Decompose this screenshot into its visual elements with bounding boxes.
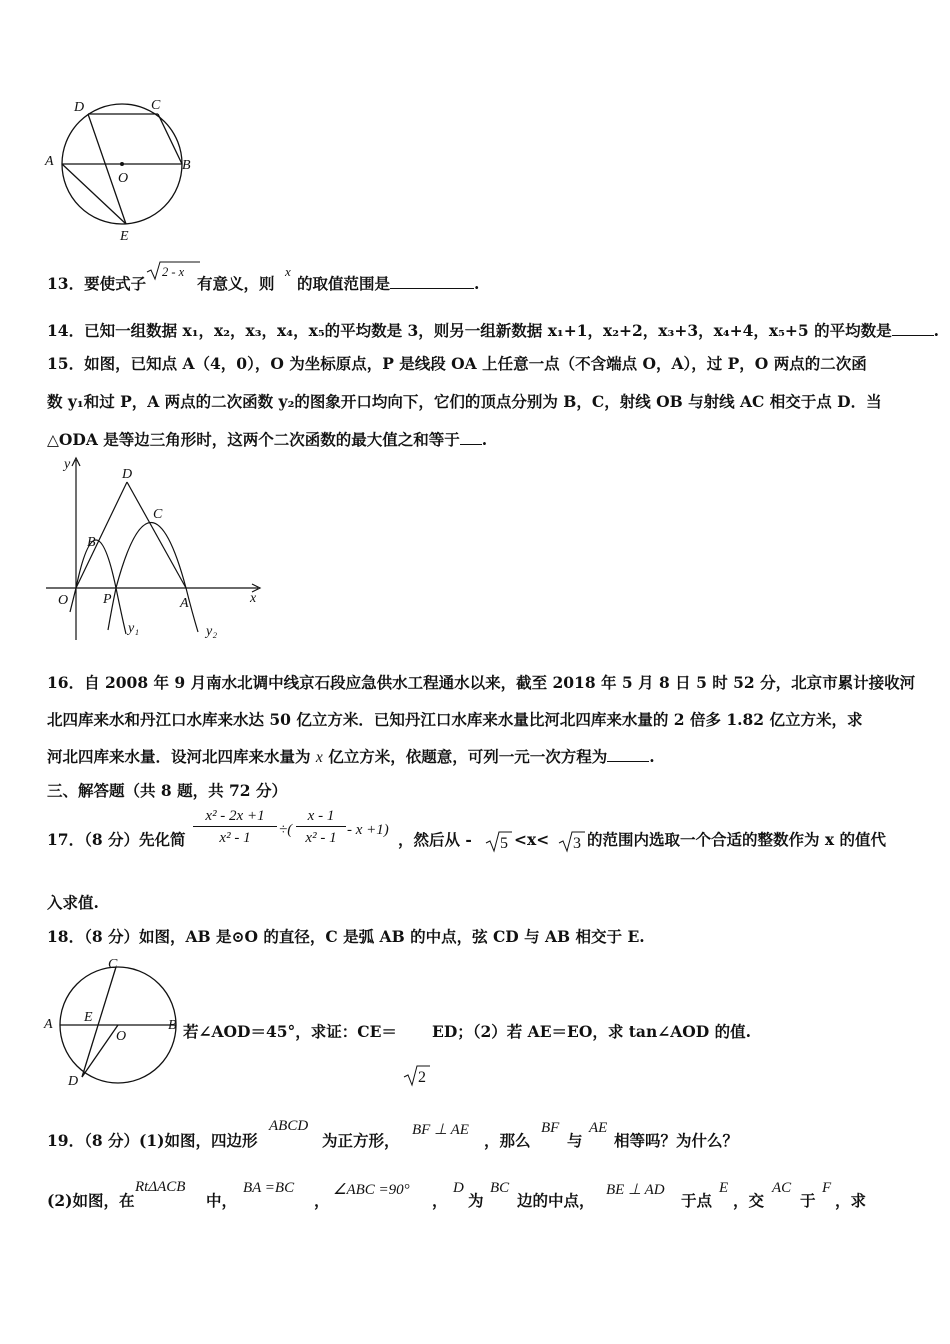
fig3-label-e: E (84, 1010, 93, 1025)
q19b-t1: 中， (206, 1191, 238, 1210)
q16-line-2: 北四库来水和丹江口水库来水达 50 亿立方米．已知丹江口水库来水量比河北四库来水量的 2 倍多 1.82 亿立方米，求 (47, 710, 863, 729)
fig2-label-c: C (153, 507, 163, 522)
fig1-label-c: C (151, 98, 161, 113)
q17-frac1-den: x² - 1 (219, 830, 251, 846)
q19-abcd: ABCD (269, 1118, 309, 1134)
q18-line-1: 18．（8 分）如图，AB 是⊙O 的直径，C 是弧 AB 的中点，弦 CD 与 AB 相交于 E. (47, 927, 645, 946)
q18-sqrt2 (402, 1062, 432, 1088)
figure-parabolas (40, 452, 280, 647)
q15-line-3 (47, 430, 487, 450)
q17-after: - x +1) (347, 822, 389, 838)
q19b-triangle: RtΔACB (135, 1179, 186, 1195)
q18-line-2: 若∠AOD＝45°，求证：CE＝ (183, 1022, 397, 1041)
question-13 (47, 274, 146, 294)
fig2-label-p: P (103, 592, 112, 607)
q17-fraction-1 (193, 806, 277, 849)
fig2-label-b: B (87, 535, 96, 550)
q15-answer-blank[interactable] (460, 430, 482, 445)
q17-tail: 的范围内选取一个合适的整数作为 x 的值代 (587, 830, 887, 849)
q19b-t6: 于点 (681, 1191, 713, 1210)
q19-t2: ，那么 (484, 1131, 531, 1150)
q16-var: x (315, 749, 323, 766)
q17-frac2-den: x² - 1 (305, 830, 337, 846)
fig1-label-b: B (182, 158, 191, 173)
q17-div: ÷( (279, 822, 293, 838)
q16-line-3 (47, 747, 655, 768)
fig3-label-b: B (168, 1018, 177, 1033)
figure-circle-2 (40, 955, 190, 1090)
q19b-t4: 为 (468, 1191, 484, 1210)
q19-ae: AE (589, 1120, 608, 1136)
q19-t4: 相等吗？为什么？ (614, 1131, 739, 1150)
q17-line-2: 入求值. (47, 893, 99, 912)
q17-sqrt5 (484, 828, 514, 854)
q13-tail-text: 的取值范围是 (297, 274, 391, 293)
q19b-d: D (453, 1180, 464, 1196)
q15-end: . (481, 430, 488, 449)
q19-t1: 为正方形， (322, 1131, 400, 1150)
q17-frac2-num: x - 1 (296, 806, 346, 827)
q16-line-1: 16．自 2008 年 9 月南水北调中线京石段应急供水工程通水以来，截至 2018 年 5 月 8 日 5 时 52 分，北京市累计接收河 (47, 673, 916, 692)
fig1-label-o: O (118, 171, 129, 186)
q13-mid (197, 274, 275, 294)
q14-text: 14．已知一组数据 x₁，x₂，x₃，x₄，x₅的平均数是 3，则另一组新数据 x₁+1，x₂+2，x₃+3，x₄+4，x₅+5 的平均数是 (47, 321, 892, 340)
q19b-f: F (822, 1180, 832, 1196)
q15-line3-text: △ODA 是等边三角形时，这两个二次函数的最大值之和等于 (47, 430, 460, 449)
q17-sqrt3 (557, 828, 587, 854)
fig1-label-e: E (120, 229, 129, 244)
q13-radicand: 2 - x (162, 265, 185, 279)
q13-tail (297, 274, 479, 294)
q19b-angle: ∠ABC =90° (333, 1182, 410, 1198)
q19b-t3: ， (432, 1191, 448, 1210)
q17-lead: 17．（8 分）先化简 (47, 830, 186, 849)
q16-line3a: 河北四库来水量．设河北四库来水量为 (47, 747, 311, 766)
q19-t3: 与 (567, 1131, 583, 1150)
fig3-label-c: C (108, 957, 118, 972)
q19b-t2: ， (314, 1191, 330, 1210)
q19b-t8: 于 (800, 1191, 816, 1210)
q19b-eq1: BA =BC (243, 1180, 295, 1196)
q13-number: 13． (47, 274, 85, 293)
q16-end: . (649, 747, 655, 766)
fig3-label-d: D (68, 1074, 79, 1089)
q17-lt: <x< (514, 830, 550, 849)
q19b-perp: BE ⊥ AD (606, 1182, 665, 1198)
q14-answer-blank[interactable] (892, 321, 934, 336)
figure-circle-1 (40, 92, 200, 247)
fig2-label-y1: y₁ (128, 621, 140, 636)
fig3-label-a: A (44, 1017, 53, 1032)
section-3-title: 三、解答题（共 8 题，共 72 分） (47, 781, 287, 800)
q13-sqrt (145, 258, 201, 282)
q19b-e: E (719, 1180, 729, 1196)
q17-frac1-num: x² - 2x +1 (193, 806, 277, 827)
q15-line-2: 数 y₁和过 P，A 两点的二次函数 y₂的图象开口均向下，它们的顶点分别为 B，C，射线 OB 与射线 AC 相交于点 D．当 (47, 392, 882, 411)
fig2-label-y: y (64, 457, 71, 472)
q19b-t9: ，求 (835, 1191, 867, 1210)
question-14 (47, 321, 939, 341)
fig2-label-o: O (58, 593, 69, 608)
q19b-ac: AC (772, 1180, 792, 1196)
fig1-label-d: D (74, 100, 85, 115)
fig3-label-o: O (116, 1029, 127, 1044)
q17-fraction-2 (296, 806, 346, 849)
fig2-label-x: x (250, 591, 257, 606)
q19b-t5: 边的中点， (517, 1191, 595, 1210)
fig1-label-a: A (45, 154, 54, 169)
q17-mid: ，然后从 - (398, 830, 472, 849)
q17-sqrt3-radicand: 3 (573, 835, 581, 852)
q19b-t7: ，交 (733, 1191, 765, 1210)
q19-bf-perp-ae: BF ⊥ AE (412, 1122, 469, 1138)
q13-mid-text: 有意义，则 (197, 274, 275, 293)
q19b-bc: BC (490, 1180, 510, 1196)
fig2-label-d: D (122, 467, 133, 482)
q13-end: . (474, 274, 480, 293)
q13-answer-blank[interactable] (390, 274, 474, 289)
q19-lead: 19．（8 分）(1)如图，四边形 (47, 1131, 258, 1150)
q14-end: . (933, 321, 940, 340)
fig2-label-a: A (180, 596, 189, 611)
q13-lead: 要使式子 (84, 274, 147, 293)
q13-var: x (285, 264, 291, 279)
q16-answer-blank[interactable] (607, 747, 649, 762)
fig2-label-y2: y₂ (206, 624, 218, 639)
q19b-lead: (2)如图，在 (47, 1191, 135, 1210)
q15-line-1: 15．如图，已知点 A（4，0），O 为坐标原点，P 是线段 OA 上任意一点（不含端点 O，A），过 P，O 两点的二次函 (47, 354, 867, 373)
q18-sqrt2-radicand: 2 (418, 1069, 426, 1086)
q18-line-2b: ED；（2）若 AE＝EO，求 tan∠AOD 的值. (432, 1022, 751, 1041)
q17-sqrt5-radicand: 5 (500, 835, 508, 852)
q19-bf: BF (541, 1120, 560, 1136)
q16-line3b: 亿立方米，依题意，可列一元一次方程为 (328, 747, 608, 766)
